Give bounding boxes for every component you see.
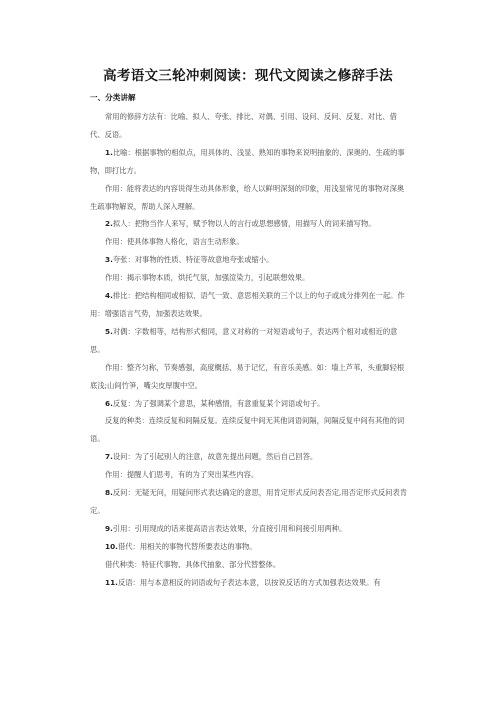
paragraph [90,574,408,592]
section-heading: 一、分类讲解 [90,93,136,102]
paragraph [90,484,408,520]
paragraph [90,520,408,538]
paragraph [90,215,408,233]
paragraph-text: 反复的种类：连续反复和间隔反复。连续反复中间无其他词语间隔，间隔反复中间有其他的词语。 [90,416,405,444]
paragraph-number: 7. [105,452,113,462]
paragraph-text: 借代：用相关的事物代替所要表达的事物。 [117,541,257,551]
paragraph-text: 作用：能将表达的内容说得生动具体形象，给人以鲜明深刻的印象，用浅显常见的事物对深奥生疏事物解说，帮助人深入理解。 [90,183,405,211]
paragraph-text: 反问：无疑无问，用疑问形式表达确定的意思，用肯定形式反问表否定,用否定形式反问表肯定。 [90,488,408,515]
paragraph [90,395,408,413]
paragraph-number: 10. [105,541,118,551]
paragraph-text: 借代种类：特征代事物、具体代抽象、部分代替整体。 [105,559,281,569]
paragraph-text: 作用：使具体事物人格化，语言生动形象。 [105,237,244,247]
paragraph-number: 5. [105,326,113,336]
paragraph-number: 9. [105,523,113,533]
paragraph [90,108,408,144]
paragraph [90,180,408,216]
paragraph-text: 作用：提醒人们思考，有的为了突出某些内容。 [105,470,259,480]
paragraph [90,144,408,180]
paragraph-text: 反语：用与本意相反的词语或句子表达本意，以按说反话的方式加强表达效果。有 [117,577,381,587]
document-title: 高考语文三轮冲刺阅读：现代文阅读之修辞手法 [103,68,393,84]
paragraph-number: 3. [105,255,113,265]
paragraph-text: 对偶：字数相等，结构形式相同，意义对称的一对短语或句子，表达两个相对或相近的意思。 [90,326,398,354]
paragraph-number: 6. [105,398,113,408]
paragraph-number: 8. [105,488,113,498]
paragraph [90,359,408,395]
paragraph-number: 1. [105,147,113,157]
paragraph-text: 常用的修辞方法有：比喻、拟人、夸张、排比、对偶、引用、设问、反问、反复、对比、借代、反语。 [90,112,397,139]
paragraph [90,287,408,323]
paragraph-number: 4. [105,291,113,301]
document-body [90,108,408,591]
paragraph-text: 设问：为了引起别人的注意，故意先提出问题，然后自己回答。 [112,452,318,462]
paragraph-text: 反复：为了强调某个意思，某种感情，有意重复某个词语或句子。 [112,398,325,408]
paragraph [90,412,408,448]
paragraph [90,538,408,556]
paragraph [90,269,408,287]
paragraph [90,556,408,574]
paragraph-text: 引用：引用现成的话来提高语言表达效果，分直接引用和间接引用两种。 [112,523,347,533]
paragraph [90,466,408,484]
paragraph [90,251,408,269]
paragraph-text: 作用：整齐匀称，节奏感强，高度概括、易于记忆，有音乐美感。如：墙上芦苇，头重脚轻根底浅;山间竹笋，嘴尖皮厚腹中空。 [90,362,405,390]
paragraph-text: 比喻：根据事物的相似点，用具体的、浅显、熟知的事物来说明抽象的、深奥的、生疏的事物，即打比方。 [90,147,405,175]
paragraph-number: 2. [105,219,113,229]
paragraph-text: 作用：揭示事物本质，烘托气氛，加强渲染力，引起联想效果。 [105,273,310,283]
paragraph-text: 夸张：对事物的性质、特征等故意地夸张或缩小。 [112,255,274,265]
paragraph [90,233,408,251]
paragraph-text: 拟人：把物当作人来写，赋予物以人的言行或思想感情，用描写人的词来描写物。 [112,219,376,229]
paragraph [90,323,408,359]
paragraph-number: 11. [105,577,118,587]
paragraph [90,448,408,466]
paragraph-text: 排比：把结构相同或相似、语气一致、意思相关联的三个以上的句子或成分排列在一起。作用：增强语言气势，加强表达效果。 [90,291,405,318]
